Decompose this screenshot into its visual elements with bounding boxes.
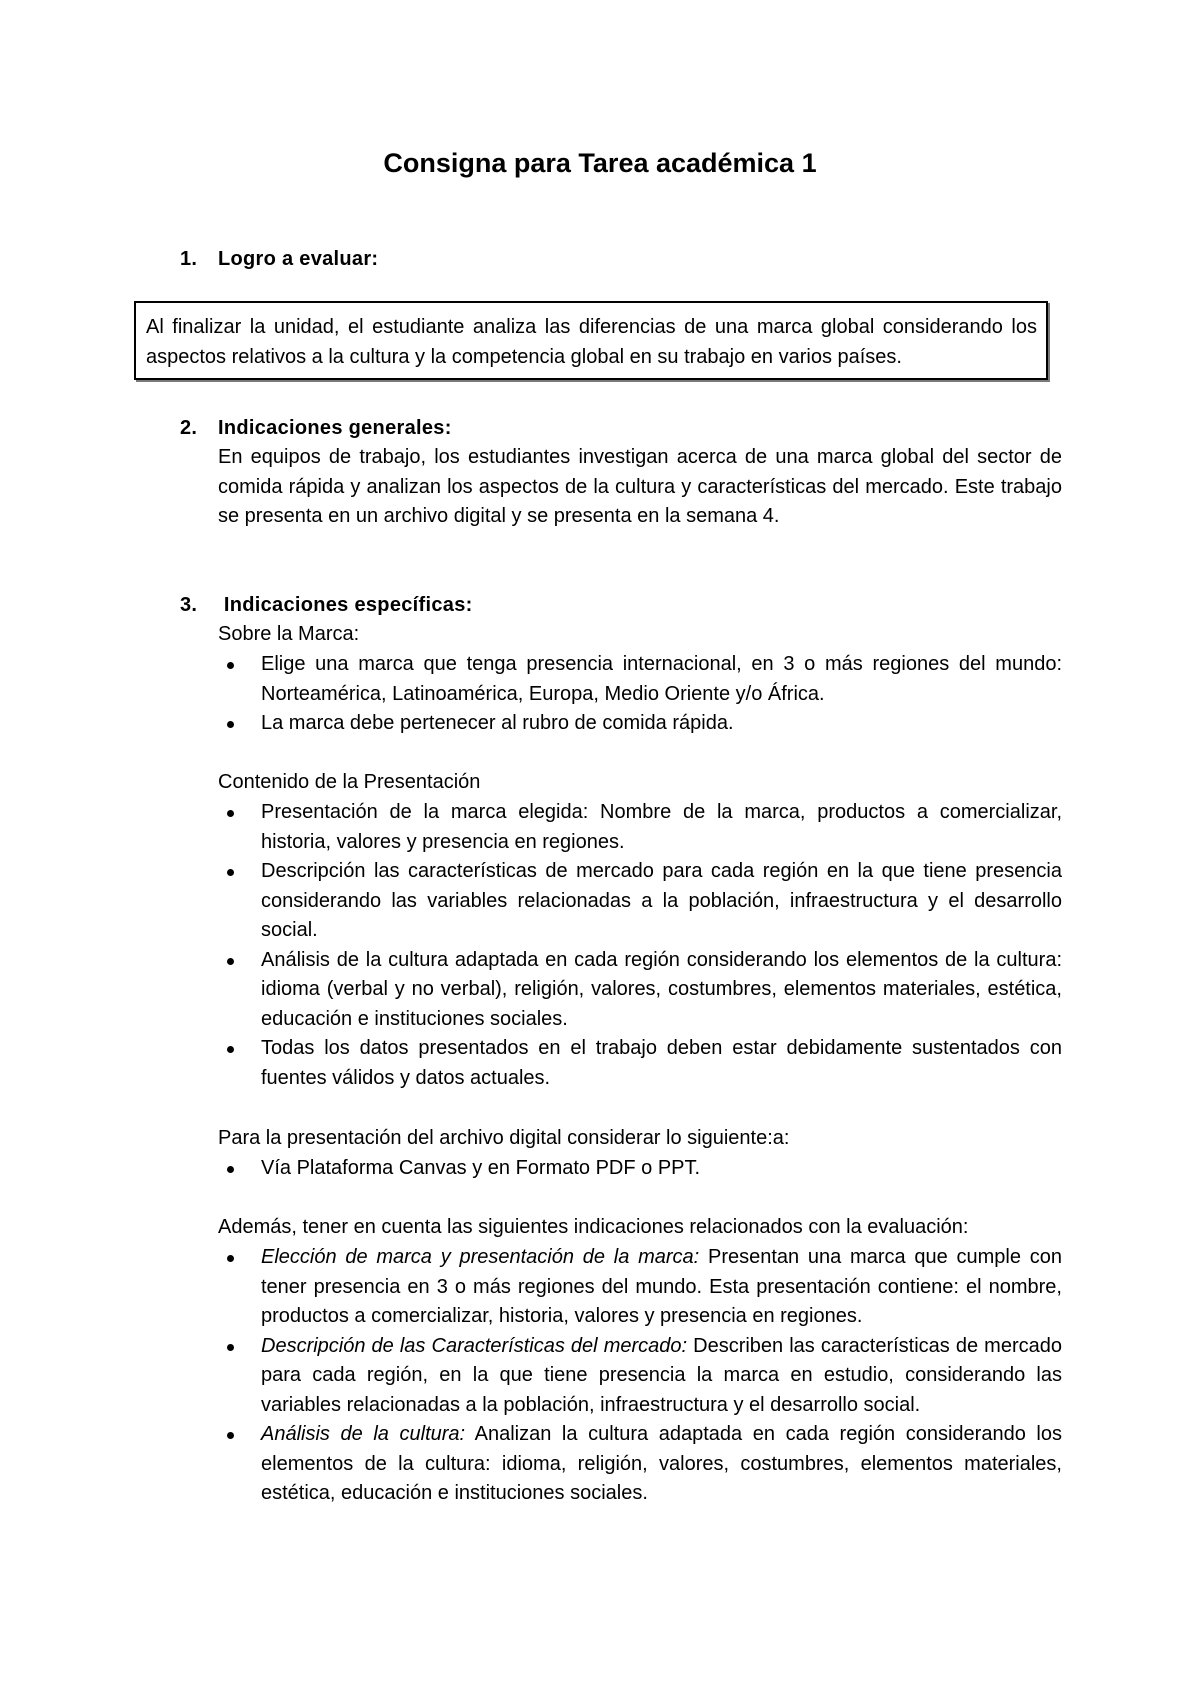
criterion-text: Analizan la cultura adaptada en cada región considerando los elementos de la cultura: idioma, religión, valores, costumbres, elementos materiales, estética, educación e instituciones sociales.: [261, 1423, 1062, 1504]
list-item: Todas los datos presentados en el trabajo deben estar debidamente sustentados con fuentes válidos y datos actuales.: [218, 1034, 1062, 1093]
list-item: La marca debe pertenecer al rubro de comida rápida.: [218, 709, 1062, 739]
section-3-heading: [180, 591, 473, 621]
logro-box: [134, 301, 1048, 380]
criterion-text: Presentan una marca que cumple con tener presencia en 3 o más regiones del mundo. Esta presentación contiene: el nombre, productos a comercializar, historia, valores y presencia en regiones.: [261, 1246, 1062, 1327]
section-heading-text: Logro a evaluar:: [218, 248, 379, 270]
evaluacion-heading: Además, tener en cuenta las siguientes indicaciones relacionados con la evaluación:: [218, 1216, 969, 1238]
criterion-label: Elección de marca y presentación de la marca:: [261, 1246, 700, 1268]
presentacion-list: [218, 1154, 1062, 1184]
bullet-icon: [227, 1046, 234, 1053]
list-item: Vía Plataforma Canvas y en Formato PDF o PPT.: [218, 1154, 1062, 1184]
marca-list: [218, 650, 1062, 739]
generales-text: En equipos de trabajo, los estudiantes investigan acerca de una marca global del sector de comida rápida y analizan los aspectos de la cultura y características del mercado. Este trabajo se presenta en un archivo digital y se presenta en la semana 4.: [218, 446, 1062, 527]
list-item: Descripción las características de mercado para cada región en la que tiene presencia considerando las variables relacionadas a la población, infraestructura y el desarrollo social.: [218, 857, 1062, 946]
list-item: Análisis de la cultura adaptada en cada región considerando los elementos de la cultura: idioma (verbal y no verbal), religión, valores, costumbres, elementos materiales, estética, educación e instituciones sociales.: [218, 946, 1062, 1035]
section-1-heading: [180, 245, 378, 275]
bullet-icon: [227, 810, 234, 817]
section-2-heading: [180, 414, 452, 444]
bullet-icon: [227, 721, 234, 728]
section-number: 2.: [180, 417, 198, 439]
logro-text: Al finalizar la unidad, el estudiante analiza las diferencias de una marca global considerando los aspectos relativos a la cultura y la competencia global en su trabajo en varios países.: [146, 316, 1037, 368]
criterion-text: Describen las características de mercado para cada región, en la que tiene presencia la marca en estudio, considerando las variables relacionadas a la población, infraestructura y el desarrollo social.: [261, 1334, 1062, 1416]
bullet-icon: [227, 1432, 234, 1439]
bullet-icon: [227, 1255, 234, 1262]
bullet-icon: [227, 869, 234, 876]
list-item: [218, 1332, 1062, 1421]
list-item: Presentación de la marca elegida: Nombre de la marca, productos a comercializar, historia, valores y presencia en regiones.: [218, 798, 1062, 857]
section-heading-text: Indicaciones generales:: [218, 417, 452, 439]
bullet-icon: [227, 958, 234, 965]
list-item: [218, 1420, 1062, 1509]
marca-heading: Sobre la Marca:: [218, 623, 360, 645]
bullet-icon: [227, 1344, 234, 1351]
presentacion-heading: Para la presentación del archivo digital considerar lo siguiente:a:: [218, 1127, 790, 1149]
criterion-label: Descripción de las Características del mercado:: [261, 1334, 688, 1357]
section-number: 3.: [180, 594, 198, 616]
evaluacion-list: [218, 1243, 1062, 1509]
bullet-icon: [227, 1166, 234, 1173]
list-item: Elige una marca que tenga presencia internacional, en 3 o más regiones del mundo: Norteamérica, Latinoamérica, Europa, Medio Oriente y/o África.: [218, 650, 1062, 709]
list-item: [218, 1243, 1062, 1332]
contenido-list: [218, 798, 1062, 1093]
bullet-icon: [227, 662, 234, 669]
section-number: 1.: [180, 248, 198, 270]
document-title: Consigna para Tarea académica 1: [383, 148, 817, 178]
section-heading-text: Indicaciones específicas:: [218, 594, 473, 616]
contenido-heading: Contenido de la Presentación: [218, 771, 481, 793]
criterion-label: Análisis de la cultura:: [261, 1423, 466, 1445]
